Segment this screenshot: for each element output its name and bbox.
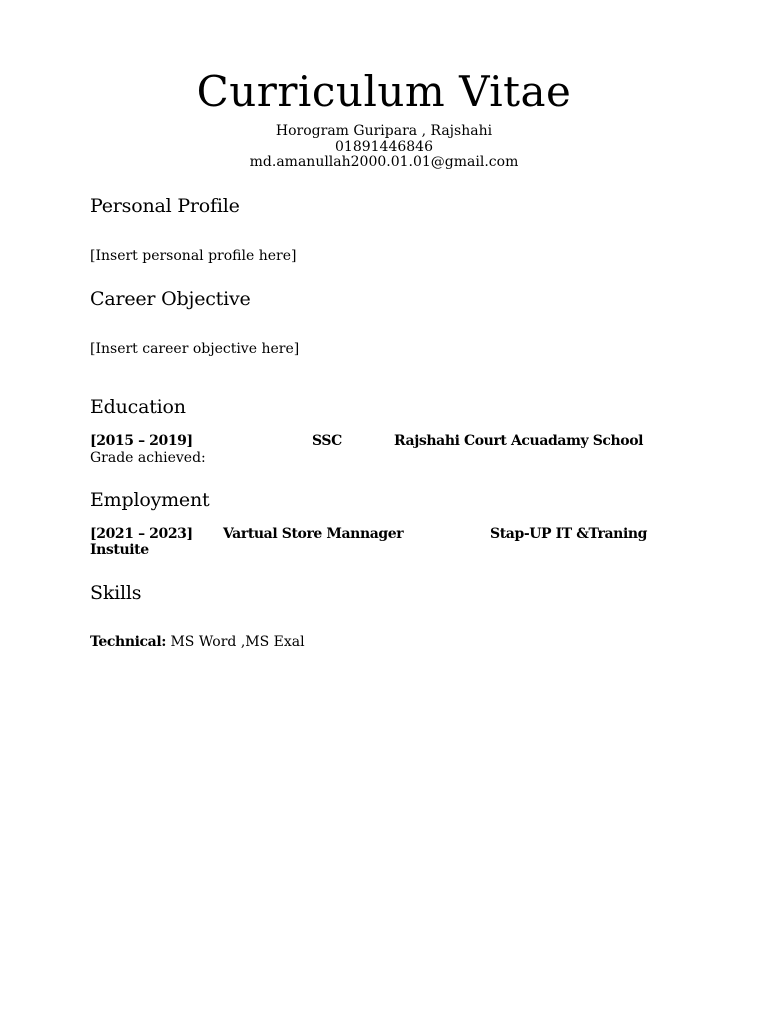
- employment-period: [2021 – 2023]: [90, 526, 193, 542]
- contact-block: [0, 124, 768, 171]
- skills-technical: [90, 634, 305, 650]
- career-objective-heading: Career Objective: [90, 288, 251, 310]
- personal-profile-text: [Insert personal profile here]: [90, 248, 297, 264]
- contact-email: md.amanullah2000.01.01@gmail.com: [249, 154, 519, 170]
- education-qualification: SSC: [312, 433, 342, 449]
- contact-phone: 01891446846: [335, 138, 433, 155]
- employment-heading: Employment: [90, 489, 210, 511]
- skills-heading: Skills: [90, 582, 142, 604]
- employment-company: Stap-UP IT &Traning: [490, 526, 648, 542]
- education-grade-label: Grade achieved:: [90, 450, 206, 466]
- employment-entry: [90, 526, 690, 544]
- education-entry: [90, 433, 690, 451]
- skills-technical-label: Technical:: [90, 634, 167, 650]
- employment-role: Vartual Store Mannager: [223, 526, 404, 542]
- document-title: Curriculum Vitae: [196, 67, 572, 116]
- skills-technical-value: MS Word ,MS Exal: [166, 634, 305, 650]
- career-objective-text: [Insert career objective here]: [90, 341, 300, 357]
- contact-address: Horogram Guripara , Rajshahi: [275, 123, 493, 139]
- education-heading: Education: [90, 396, 186, 418]
- education-institution: Rajshahi Court Acuadamy School: [394, 433, 644, 449]
- education-period: [2015 – 2019]: [90, 433, 193, 449]
- personal-profile-heading: Personal Profile: [90, 195, 240, 217]
- employment-company-continued: Instuite: [90, 542, 149, 558]
